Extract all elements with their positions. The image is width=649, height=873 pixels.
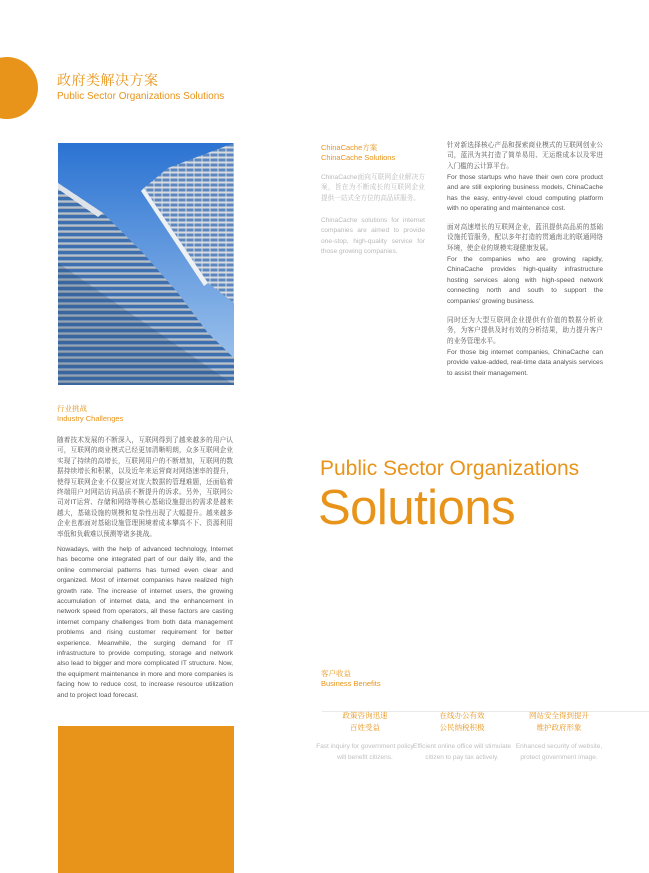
benefit-desc: Enhanced security of website, protect government image. <box>515 743 603 761</box>
industry-heading-cn: 行业挑战 <box>57 404 87 413</box>
solutions-heading-cn: ChinaCache方案 <box>321 143 378 152</box>
benefit-item <box>412 710 512 763</box>
buildings-photo <box>58 143 234 385</box>
solutions-intro-cn: ChinaCache面向互联网企业解决方案，旨在为不断成长的互联网企业提供一站式全方位的高品质服务。 <box>321 174 425 202</box>
benefit-title-1: 政策咨询迅速 <box>342 711 388 720</box>
benefit-title-2: 百姓受益 <box>350 723 380 732</box>
solutions-p3-cn: 同时还为大型互联网企业提供有价值的数据分析业务，为客户提供及时有效的分析结果，助力提升客户的业务管理水平。 <box>447 317 603 345</box>
orange-color-block <box>58 726 234 873</box>
solutions-p3-en: For those big internet companies, ChinaCache can provide value-added, real-time data analysis services to assist their management. <box>447 349 603 377</box>
benefit-title-2: 维护政府形象 <box>536 723 582 732</box>
solutions-p1-cn: 针对新选择核心产品和探索商业模式的互联网创业公司，蓝汛为其打造了简单易用、无运维成本以及零进入门槛的云计算平台。 <box>447 142 603 170</box>
industry-heading-en: Industry Challenges <box>57 414 124 423</box>
benefit-item <box>509 710 609 763</box>
solutions-heading <box>321 143 395 163</box>
benefit-title-1: 网站安全得到提升 <box>529 711 589 720</box>
benefit-desc: Fast inquiry for government policy will benefit citizens. <box>316 743 414 761</box>
industry-paragraph-cn: 随着技术发展的不断深入，互联网得到了越来越多的用户认可，互联网的商业模式已经更加清晰明朗，众多互联网企业实现了持续的高增长，互联网用户的不断增加，互联网的数据持续增长和积累，以及近年来运营商对网络速率的提升，使得互联网企业不仅要应对庞大数据的管理难题，还面临着终端用户对网站访问品质不断提升的诉求。另外，互联网公司对IT运营、存储和网络等核心基础设施提出的需求是越来越大，基础设施的规模和复杂性出现了大幅提升。越来越多企业也都面对基础设施管理困境着成本攀高不下、资源利用率低和负载难以预测等诸多挑战。 <box>57 437 233 538</box>
benefits-heading-en: Business Benefits <box>321 679 381 688</box>
benefit-item <box>315 710 415 763</box>
solutions-p1-en: For those startups who have their own core product and are still exploring business models, ChinaCache has the easy, entry-level cloud computing platform with no operating and maintenance cost. <box>447 174 603 213</box>
page-title-cn: 政府类解决方案 <box>57 72 159 88</box>
industry-paragraph-en: Nowadays, with the help of advanced technology, Internet has become one integrated part of our daily life, and the online commercial patterns has turned even clear and organized. Most of internet companies have realized high growth rate. The increase of internet users, the growing accumulation of internet data, and the enhancement in network speed from operators, all these factors are casting internet company challenges from both data management problems and rising customer requirement for better experience. Meanwhile, the surging demand for IT infrastructure to provide computing, storage and network also lead to bigger and more complicated IT structure. Now, the equipment maintenance in more and more companies is facing how to reduce cost, to increase resource utilization and to project load forecast. <box>57 546 233 699</box>
benefit-title-2: 公民纳税积极 <box>439 723 485 732</box>
page-title-en: Public Sector Organizations Solutions <box>57 91 225 102</box>
decorative-orange-circle <box>0 57 38 119</box>
benefit-title-1: 在线办公有效 <box>439 711 485 720</box>
solutions-intro-en: ChinaCache solutions for internet companies are aimed to provide one-stop, high-quality service for those growing companies. <box>321 217 425 256</box>
solutions-p2-en: For the companies who are growing rapidly, ChinaCache provides high-quality infrastructure hosting services along with high-speed network connecting north and south to support the companies' growing business. <box>447 256 603 305</box>
solutions-heading-en: ChinaCache Solutions <box>321 153 396 162</box>
benefit-desc: Efficient online office will stimulate citizen to pay tax actively. <box>412 743 512 761</box>
industry-challenges-heading <box>57 404 123 424</box>
hero-line-2: Solutions <box>318 481 516 535</box>
solutions-p2-cn: 面对高速增长的互联网企业，蓝汛提供高品质的基础设施托管服务，配以多年打造的贯通南北的联通网络环境，使企业的规模实现健康发展。 <box>447 224 603 252</box>
hero-line-1: Public Sector Organizations <box>320 457 580 480</box>
benefits-heading-cn: 客户收益 <box>321 669 351 678</box>
benefits-heading <box>321 669 381 689</box>
